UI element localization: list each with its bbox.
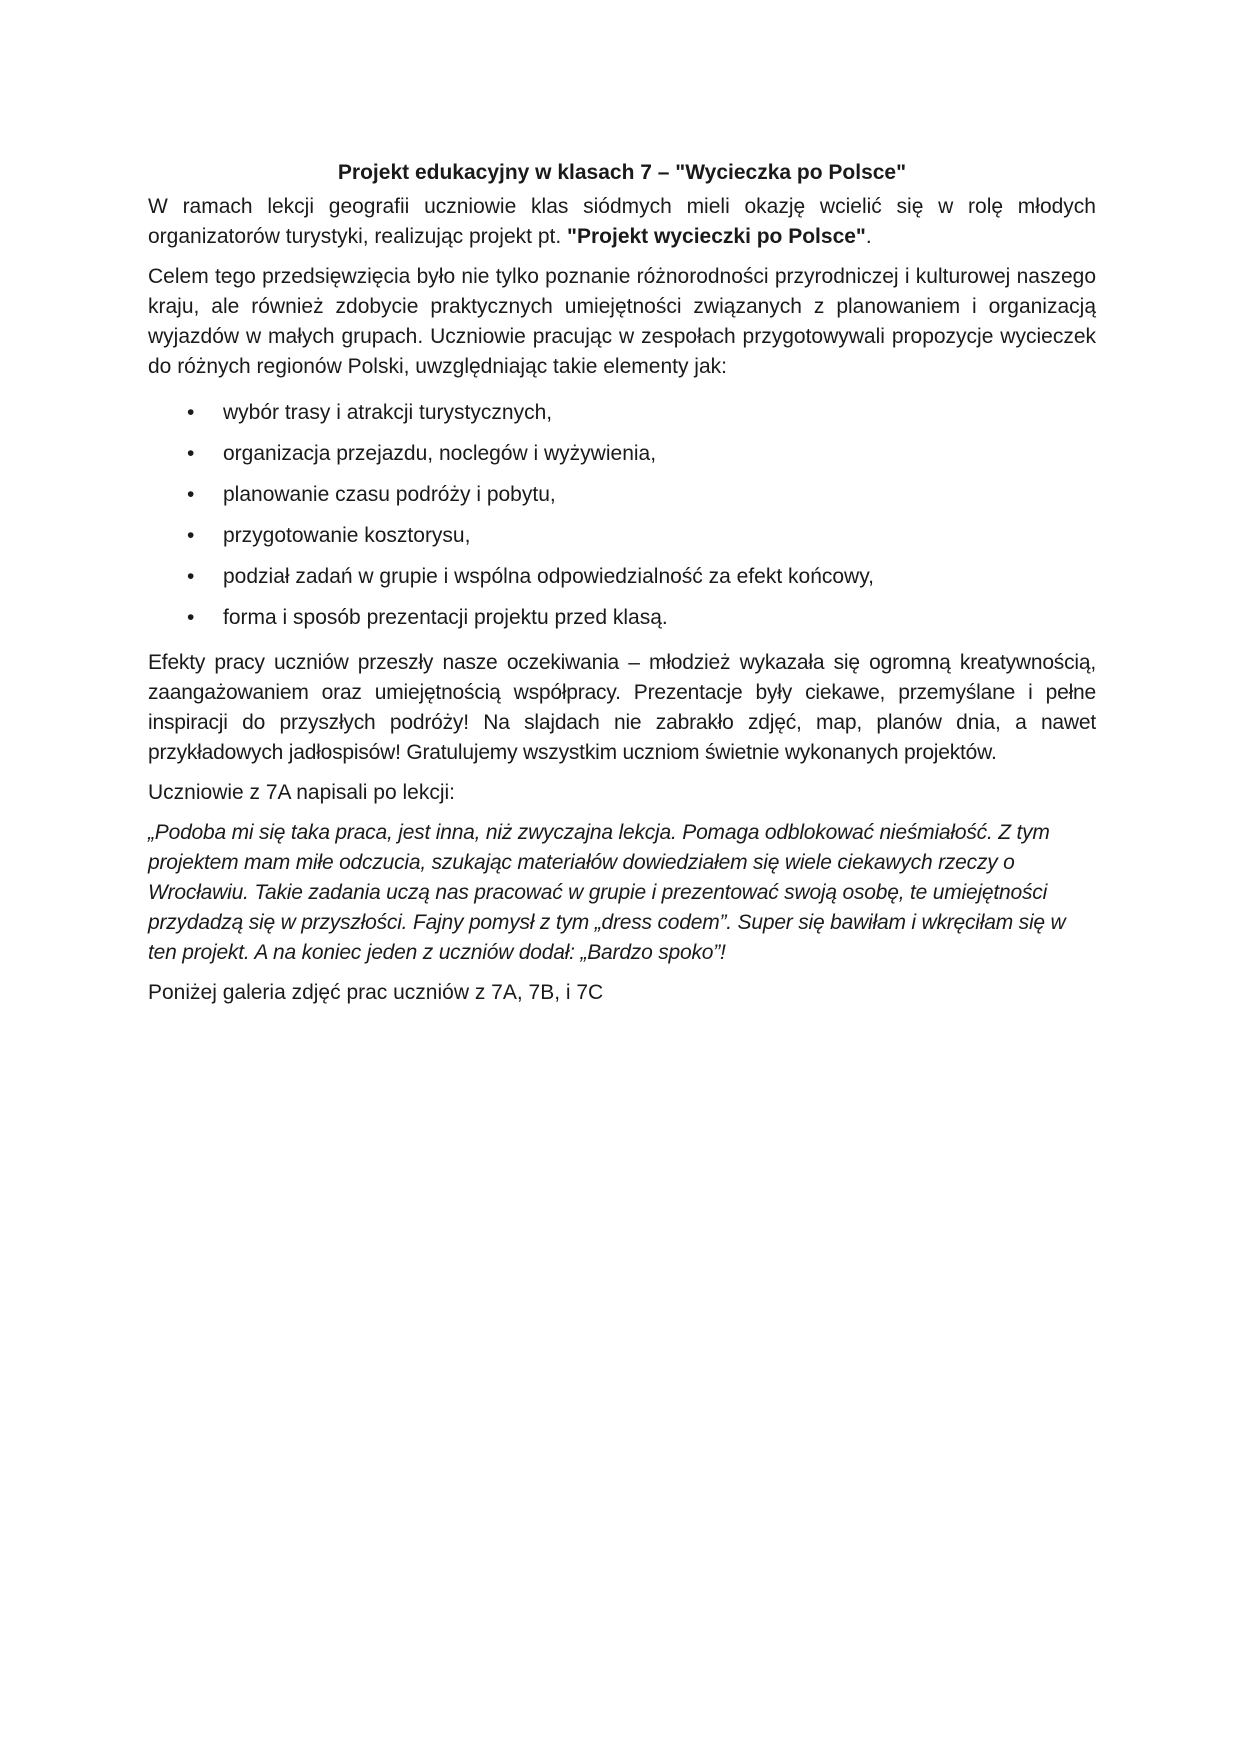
bullet-icon: • [187,606,195,629]
list-item-text: przygotowanie kosztorysu, [223,524,471,547]
bullet-icon: • [187,401,195,424]
list-item-text: wybór trasy i atrakcji turystycznych, [223,401,553,424]
bullet-icon: • [187,483,195,506]
intro-paragraph [148,192,1096,252]
document-page [148,158,1096,1018]
list-item [148,597,1096,638]
intro-end: . [865,225,872,248]
elements-list [148,392,1096,638]
list-item-text: forma i sposób prezentacji projektu przed klasą. [223,606,668,629]
intro-text: W ramach lekcji geografii uczniowie klas siódmych mieli okazję wcielić się w rolę młodych organizatorów turystyki, realizując projekt pt. [148,195,1096,248]
document-title: Projekt edukacyjny w klasach 7 – "Wycieczka po Polsce" [337,161,907,184]
bullet-icon: • [187,565,195,588]
list-item-text: organizacja przejazdu, noclegów i wyżywienia, [223,442,657,465]
list-item [148,556,1096,597]
gallery-note: Poniżej galeria zdjęć prac uczniów z 7A, 7B, i 7C [148,981,604,1004]
list-item [148,433,1096,474]
effects-paragraph: Efekty pracy uczniów przeszły nasze oczekiwania – młodzież wykazała się ogromną kreatywnością, zaangażowaniem oraz umiejętnością współpracy. Prezentacje były ciekawe, przemyślane i pełne inspiracji do przyszłych podróży! Na slajdach nie zabrakło zdjęć, map, planów dnia, a nawet przykładowych jadłospisów! Gratulujemy wszystkim uczniom świetnie wykonanych projektów. [148,651,1096,764]
list-item [148,392,1096,433]
students-intro: Uczniowie z 7A napisali po lekcji: [148,781,455,804]
list-item-text: podział zadań w grupie i wspólna odpowiedzialność za efekt końcowy, [223,565,874,588]
project-name: "Projekt wycieczki po Polsce" [567,225,866,248]
goal-paragraph: Celem tego przedsięwzięcia było nie tylko poznanie różnorodności przyrodniczej i kulturowej naszego kraju, ale również zdobycie praktycznych umiejętności związanych z planowaniem i organizacją wyjazdów w małych grupach. Uczniowie pracując w zespołach przygotowywali propozycje wycieczek do różnych regionów Polski, uwzględniając takie elementy jak: [148,265,1096,378]
list-item [148,515,1096,556]
bullet-icon: • [187,524,195,547]
list-item [148,474,1096,515]
list-item-text: planowanie czasu podróży i pobytu, [223,483,556,506]
bullet-icon: • [187,442,195,465]
student-quote: „Podoba mi się taka praca, jest inna, niż zwyczajna lekcja. Pomaga odblokować nieśmiałość. Z tym projektem mam miłe odczucia, szukając materiałów dowiedziałem się wiele ciekawych rzeczy o Wrocławiu. Takie zadania uczą nas pracować w grupie i prezentować swoją osobę, te umiejętności przydadzą się w przyszłości. Fajny pomysł z tym „dress codem”. Super się bawiłam i wkręciłam się w ten projekt. A na koniec jeden z uczniów dodał: „Bardzo spoko”! [148,821,1066,964]
